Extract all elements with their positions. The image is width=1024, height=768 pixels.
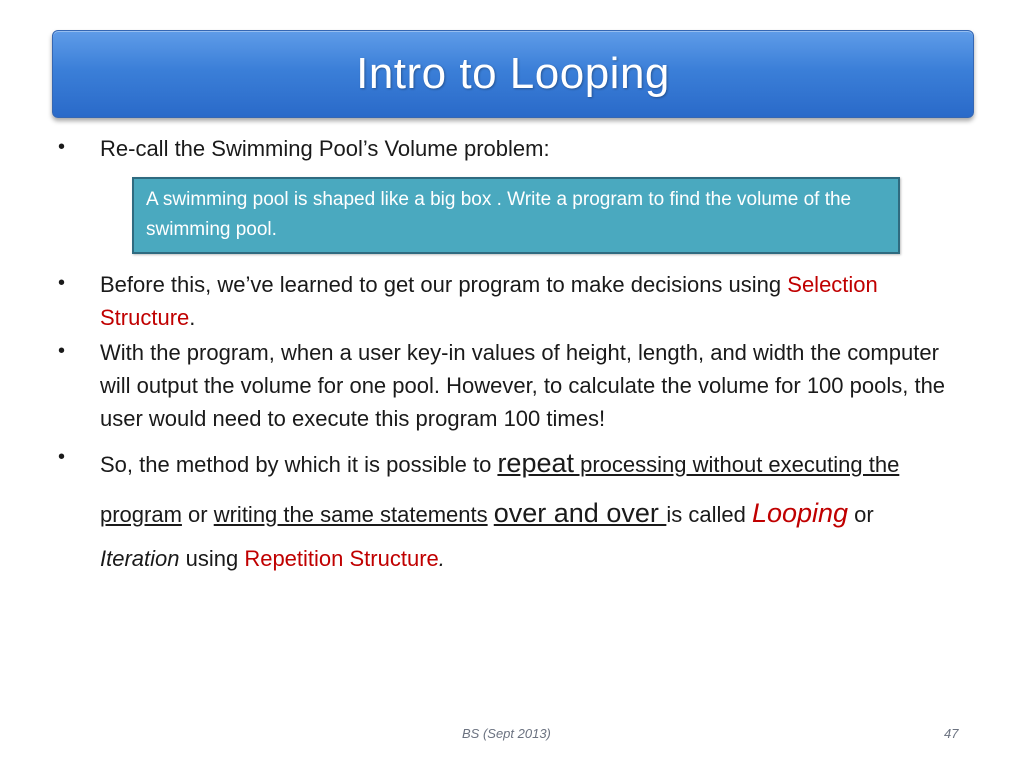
processing-phrase: processing without executing the program [100,451,900,527]
page-number: 47 [944,726,959,741]
bullet-text-end: . [438,545,445,571]
repetition-structure-term: Repetition Structure [244,545,439,571]
bullet-text: So, the method by which it is possible to [100,451,498,477]
bullet-text-end: . [189,304,196,330]
bullet-program [56,336,956,435]
repeat-term: repeat [497,447,574,478]
bullet-text: Before this, we’ve learned to get our program to make decisions using [100,271,788,297]
bullet-text: is called [666,501,752,527]
looping-term: Looping [751,497,849,528]
writing-phrase: writing the same statements [213,501,488,527]
bullet-text: or [181,501,214,527]
title-bar [52,30,974,118]
bullet-looping [56,439,956,580]
selection-structure-term: Selection Structure [100,271,878,330]
bullet-recall [56,132,956,165]
bullet-dot-icon: • [58,445,66,468]
bullet-dot-icon: • [58,271,66,294]
slide-content [56,132,956,581]
bullet-text: or [848,501,874,527]
iteration-term: Iteration [100,545,180,571]
bullet-dot-icon: • [58,136,66,158]
bullet-text: Re-call the Swimming Pool’s Volume problem: [100,136,550,161]
callout-text: A swimming pool is shaped like a big box . Write a program to find the volume of the swimming pool. [146,189,852,241]
bullet-text: using [179,545,245,571]
bullet-dot-icon: • [58,339,66,362]
bullet-text: With the program, when a user key-in values of height, length, and width the computer will output the volume for one pool. However, to calculate the volume for 100 pools, the user would need to execute this program 100 times! [100,339,946,431]
page-title: Intro to Looping [356,49,670,98]
footer-label: BS (Sept 2013) [462,726,551,741]
bullet-selection [56,268,956,334]
problem-callout [132,177,900,254]
over-and-over-term: over and over [493,497,667,528]
